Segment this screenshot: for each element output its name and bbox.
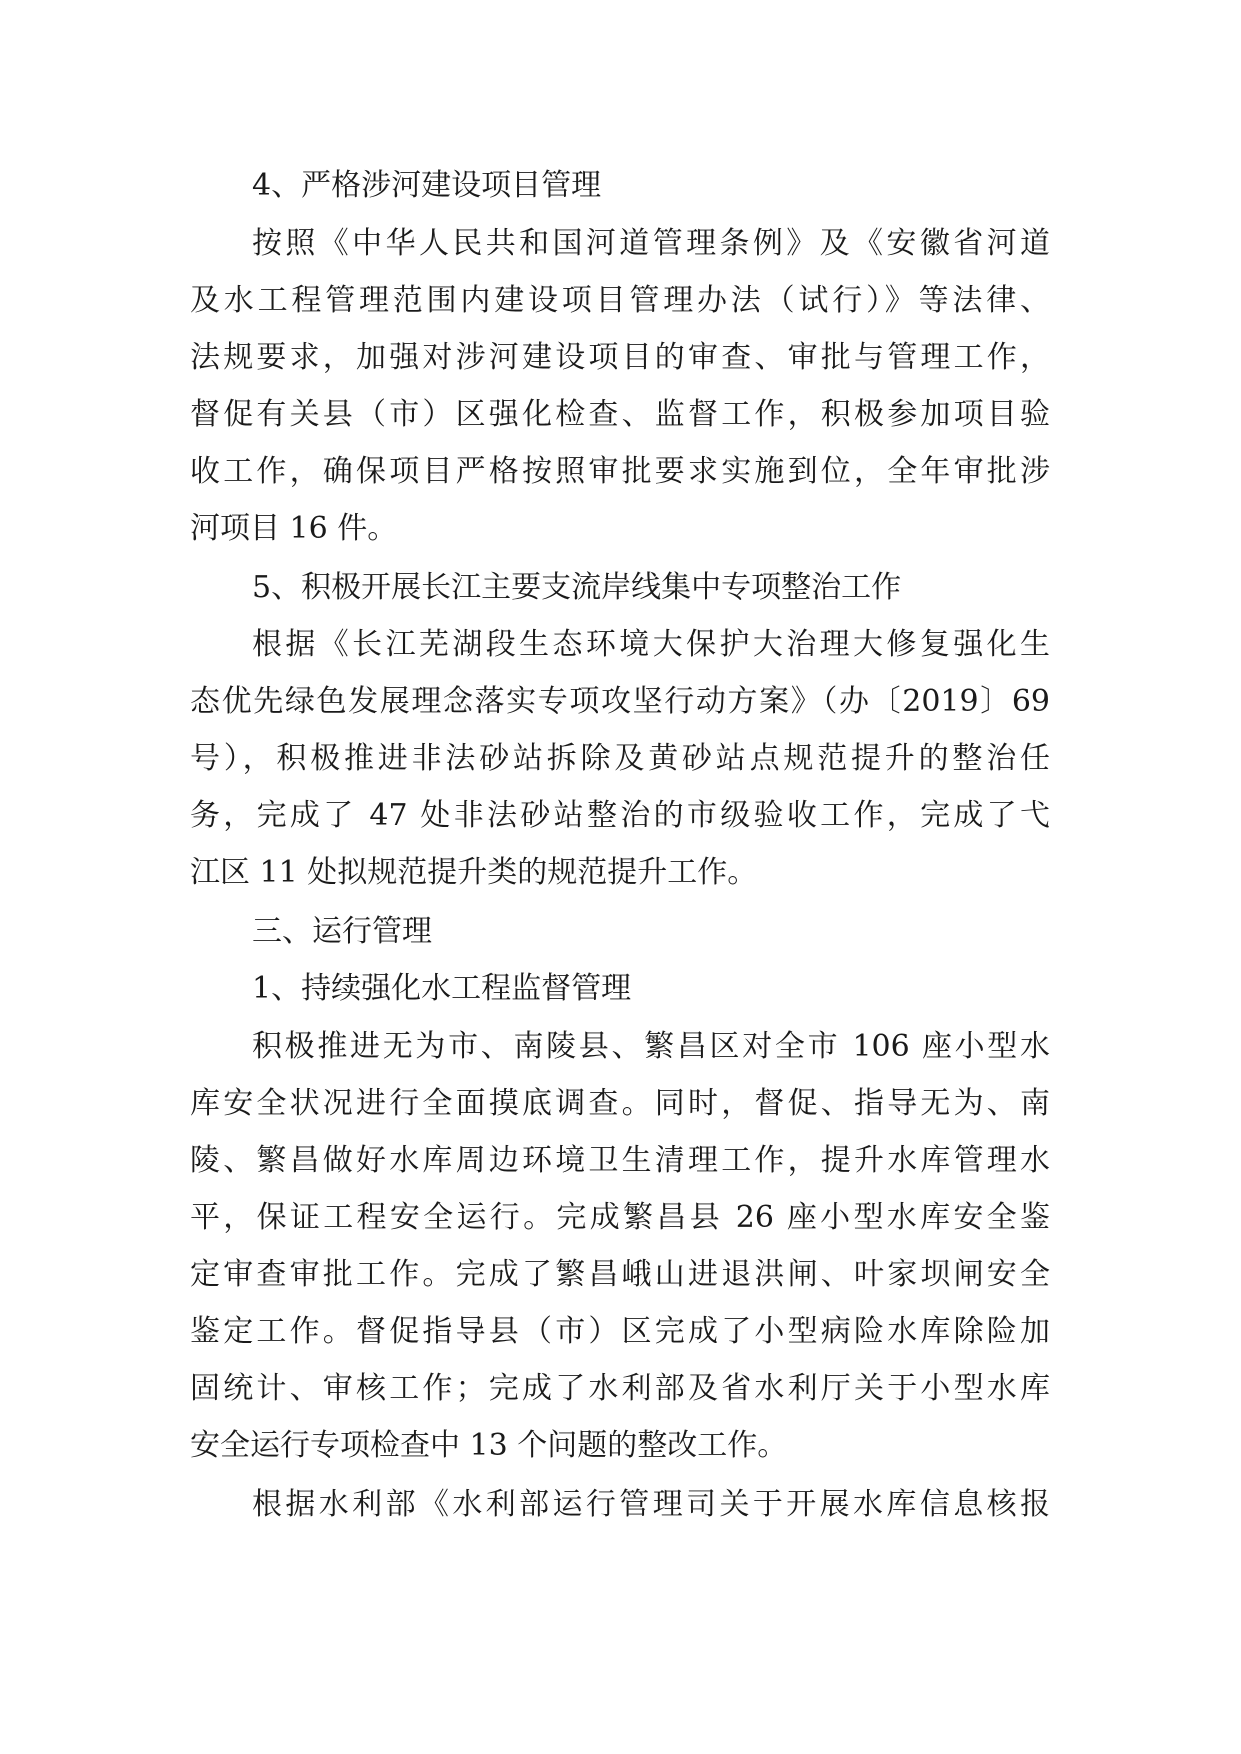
- heading-5-shoreline: 5、积极开展长江主要支流岸线集中专项整治工作: [252, 570, 902, 605]
- paragraph-line: 江区 11 处拟规范提升类的规范提升工作。: [190, 855, 758, 890]
- paragraph-line: 及水工程管理范围内建设项目管理办法（试行）》等法律、: [190, 283, 1050, 318]
- paragraph-line: 法规要求，加强对涉河建设项目的审查、审批与管理工作，: [190, 340, 1050, 375]
- paragraph-line: 定审查审批工作。完成了繁昌峨山进退洪闸、叶家坝闸安全: [190, 1257, 1050, 1292]
- paragraph-line: 鉴定工作。督促指导县（市）区完成了小型病险水库除险加: [190, 1314, 1050, 1349]
- paragraph-line: 积极推进无为市、南陵县、繁昌区对全市 106 座小型水: [252, 1029, 1050, 1064]
- paragraph-line: 安全运行专项检查中 13 个问题的整改工作。: [190, 1428, 788, 1463]
- paragraph-line: 陵、繁昌做好水库周边环境卫生清理工作，提升水库管理水: [190, 1143, 1050, 1178]
- paragraph-line: 平，保证工程安全运行。完成繁昌县 26 座小型水库安全鉴: [190, 1200, 1050, 1235]
- paragraph-line: 态优先绿色发展理念落实专项攻坚行动方案》（办〔2019〕69: [190, 684, 1050, 719]
- paragraph-line: 河项目 16 件。: [190, 511, 398, 546]
- heading-4-river-projects: 4、严格涉河建设项目管理: [252, 168, 602, 203]
- paragraph-line: 督促有关县（市）区强化检查、监督工作，积极参加项目验: [190, 397, 1050, 432]
- heading-1-supervision: 1、持续强化水工程监督管理: [252, 971, 632, 1006]
- paragraph-line: 收工作，确保项目严格按照审批要求实施到位，全年审批涉: [190, 454, 1050, 489]
- paragraph-line: 库安全状况进行全面摸底调查。同时，督促、指导无为、南: [190, 1086, 1050, 1121]
- section-heading-operation: 三、运行管理: [252, 914, 432, 949]
- paragraph-line: 按照《中华人民共和国河道管理条例》及《安徽省河道: [252, 226, 1050, 261]
- paragraph-line: 固统计、审核工作；完成了水利部及省水利厅关于小型水库: [190, 1371, 1050, 1406]
- paragraph-line: 根据《长江芜湖段生态环境大保护大治理大修复强化生: [252, 627, 1050, 662]
- paragraph-line: 务，完成了 47 处非法砂站整治的市级验收工作，完成了弋: [190, 798, 1050, 833]
- paragraph-line: 号），积极推进非法砂站拆除及黄砂站点规范提升的整治任: [190, 741, 1050, 776]
- paragraph-line: 根据水利部《水利部运行管理司关于开展水库信息核报: [252, 1487, 1050, 1522]
